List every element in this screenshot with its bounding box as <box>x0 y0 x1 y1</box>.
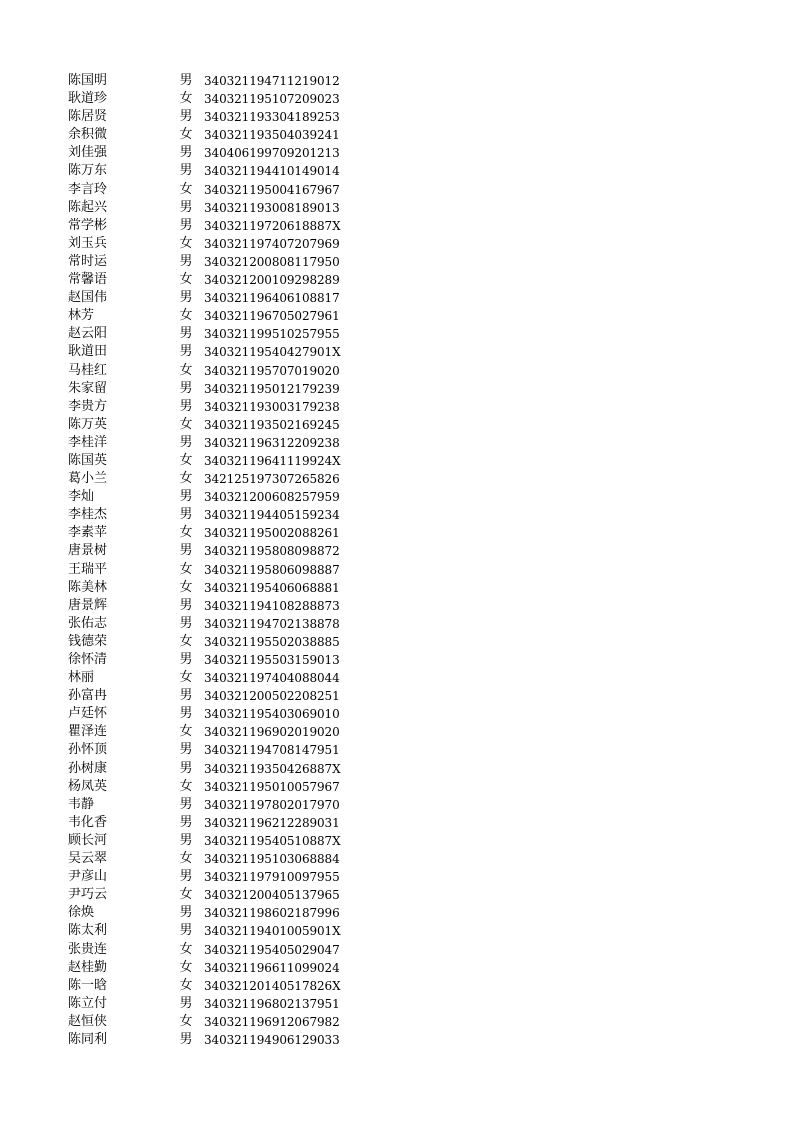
id-number: 340321193008189013 <box>204 200 340 215</box>
id-number: 340321195010057967 <box>204 779 340 794</box>
id-number: 340321196212289031 <box>204 815 340 830</box>
table-row <box>68 235 368 253</box>
person-gender: 女 <box>179 471 193 487</box>
person-gender: 女 <box>179 941 193 957</box>
person-gender: 男 <box>179 742 193 758</box>
person-gender: 男 <box>179 507 193 523</box>
person-gender: 女 <box>179 235 193 251</box>
table-row <box>68 651 368 669</box>
person-name: 张佑志 <box>68 615 108 631</box>
person-gender: 男 <box>179 832 193 848</box>
table-row <box>68 398 368 416</box>
person-gender: 女 <box>179 525 193 541</box>
person-gender: 男 <box>179 597 193 613</box>
person-gender: 女 <box>179 977 193 993</box>
table-row <box>68 579 368 597</box>
table-row <box>68 796 368 814</box>
person-gender: 男 <box>179 380 193 396</box>
person-name: 常时运 <box>68 253 108 269</box>
person-name: 李灿 <box>68 489 95 505</box>
id-number: 340321195403069010 <box>204 707 340 722</box>
person-name: 王瑞平 <box>68 561 108 577</box>
person-name: 孙怀顶 <box>68 742 108 758</box>
id-number: 340321195107209023 <box>204 92 340 107</box>
person-gender: 女 <box>179 362 193 378</box>
person-gender: 女 <box>179 181 193 197</box>
person-name: 徐焕 <box>68 905 95 921</box>
table-row <box>68 615 368 633</box>
person-gender: 男 <box>179 923 193 939</box>
person-gender: 男 <box>179 869 193 885</box>
person-gender: 女 <box>179 561 193 577</box>
id-number: 34032119350426887X <box>204 761 341 776</box>
person-gender: 男 <box>179 253 193 269</box>
person-name: 耿道田 <box>68 344 108 360</box>
id-number: 340321195405029047 <box>204 942 340 957</box>
id-number: 340321195103068884 <box>204 852 340 867</box>
id-number: 342125197307265826 <box>204 472 340 487</box>
person-gender: 男 <box>179 398 193 414</box>
person-gender: 男 <box>179 434 193 450</box>
id-number: 340321195808098872 <box>204 544 340 559</box>
person-gender: 女 <box>179 272 193 288</box>
id-number: 340321193502169245 <box>204 417 340 432</box>
table-row <box>68 633 368 651</box>
person-name: 尹彦山 <box>68 869 108 885</box>
table-row <box>68 434 368 452</box>
person-name: 赵国伟 <box>68 290 108 306</box>
table-row <box>68 741 368 759</box>
table-row <box>68 90 368 108</box>
person-name: 常馨语 <box>68 272 108 288</box>
id-number: 340321195002088261 <box>204 526 340 541</box>
person-name: 赵桂勤 <box>68 959 108 975</box>
person-name: 耿道珍 <box>68 91 108 107</box>
table-row <box>68 452 368 470</box>
table-row <box>68 886 368 904</box>
person-name: 吴云翠 <box>68 851 108 867</box>
id-number: 340321196902019020 <box>204 725 340 740</box>
table-row <box>68 832 368 850</box>
table-row <box>68 669 368 687</box>
person-name: 葛小兰 <box>68 471 108 487</box>
person-gender: 男 <box>179 489 193 505</box>
table-row <box>68 253 368 271</box>
id-number: 340321196705027961 <box>204 309 340 324</box>
id-number: 340321195012179239 <box>204 381 340 396</box>
id-number: 340321199510257955 <box>204 327 340 342</box>
table-row <box>68 325 368 343</box>
table-row <box>68 307 368 325</box>
id-number: 340321196406108817 <box>204 291 340 306</box>
person-gender: 男 <box>179 109 193 125</box>
id-number: 340321200109298289 <box>204 273 340 288</box>
person-gender: 男 <box>179 814 193 830</box>
table-row <box>68 1031 368 1049</box>
id-number: 34032119720618887X <box>204 218 341 233</box>
table-row <box>68 217 368 235</box>
person-gender: 女 <box>179 778 193 794</box>
table-row <box>68 959 368 977</box>
id-number: 340321196912067982 <box>204 1014 340 1029</box>
person-name: 李贵方 <box>68 398 108 414</box>
table-row <box>68 778 368 796</box>
id-number: 340321194405159234 <box>204 508 340 523</box>
table-row <box>68 488 368 506</box>
person-name: 张贵连 <box>68 941 108 957</box>
id-number: 340321194410149014 <box>204 164 340 179</box>
id-number: 340321195503159013 <box>204 653 340 667</box>
person-gender: 女 <box>179 416 193 432</box>
person-name: 尹巧云 <box>68 887 108 903</box>
person-name: 李素苹 <box>68 525 108 541</box>
id-number: 340321200808117950 <box>204 254 340 269</box>
table-row <box>68 941 368 959</box>
table-row <box>68 506 368 524</box>
person-name: 孙树康 <box>68 760 108 776</box>
person-name: 唐景树 <box>68 543 108 559</box>
table-row <box>68 126 368 144</box>
person-name: 朱家留 <box>68 380 108 396</box>
id-number: 340321197910097955 <box>204 870 340 885</box>
person-gender: 男 <box>179 615 193 631</box>
id-number: 340406199709201213 <box>204 146 340 161</box>
id-number: 340321194708147951 <box>204 743 340 758</box>
person-gender: 男 <box>179 217 193 233</box>
table-row <box>68 868 368 886</box>
id-number: 340321200405137965 <box>204 888 340 903</box>
person-name: 杨凤英 <box>68 778 108 794</box>
person-gender: 女 <box>179 127 193 143</box>
table-row <box>68 760 368 778</box>
person-gender: 女 <box>179 308 193 324</box>
table-row <box>68 850 368 868</box>
table-row <box>68 343 368 361</box>
id-number: 340321193504039241 <box>204 128 340 143</box>
person-name: 卢廷怀 <box>68 706 108 722</box>
id-number: 340321196802137951 <box>204 996 340 1011</box>
person-gender: 男 <box>179 199 193 215</box>
person-gender: 女 <box>179 887 193 903</box>
person-gender: 男 <box>179 344 193 360</box>
id-number: 34032119540510887X <box>204 833 341 848</box>
person-gender: 女 <box>179 452 193 468</box>
person-name: 赵云阳 <box>68 326 108 342</box>
id-number: 340321193304189253 <box>204 110 340 125</box>
table-row <box>68 108 368 126</box>
person-gender: 男 <box>179 688 193 704</box>
id-number: 340321194711219012 <box>204 74 340 88</box>
id-number: 340321194108288873 <box>204 598 340 613</box>
id-number: 340321200502208251 <box>204 689 340 704</box>
table-row <box>68 687 368 705</box>
id-number: 34032119641119924X <box>204 453 341 468</box>
person-name: 李桂杰 <box>68 507 108 523</box>
person-name: 余积微 <box>68 127 108 143</box>
person-name: 韦静 <box>68 796 95 812</box>
id-number: 340321194906129033 <box>204 1032 340 1047</box>
table-row <box>68 470 368 488</box>
id-number: 340321197404088044 <box>204 671 340 686</box>
id-number: 34032119540427901X <box>204 345 341 360</box>
id-number: 340321193003179238 <box>204 399 340 414</box>
person-gender: 男 <box>179 290 193 306</box>
person-name: 陈美林 <box>68 579 108 595</box>
person-gender: 男 <box>179 73 193 88</box>
person-name: 陈国明 <box>68 73 108 88</box>
person-name: 陈起兴 <box>68 199 108 215</box>
person-gender: 女 <box>179 633 193 649</box>
person-name: 瞿泽连 <box>68 724 108 740</box>
person-name: 林丽 <box>68 670 95 686</box>
person-name: 林芳 <box>68 308 95 324</box>
person-name: 刘佳强 <box>68 145 108 161</box>
id-number: 340321196312209238 <box>204 435 340 450</box>
person-gender: 男 <box>179 145 193 161</box>
roster-table <box>68 72 368 1049</box>
table-row <box>68 181 368 199</box>
person-gender: 男 <box>179 760 193 776</box>
person-gender: 男 <box>179 163 193 179</box>
person-gender: 男 <box>179 796 193 812</box>
table-row <box>68 199 368 217</box>
id-number: 340321197407207969 <box>204 236 340 251</box>
person-name: 赵恒侠 <box>68 1013 108 1029</box>
person-name: 唐景辉 <box>68 597 108 613</box>
table-row <box>68 144 368 162</box>
person-name: 李桂洋 <box>68 434 108 450</box>
person-gender: 男 <box>179 706 193 722</box>
person-name: 韦化香 <box>68 814 108 830</box>
person-name: 马桂红 <box>68 362 108 378</box>
person-gender: 男 <box>179 652 193 667</box>
person-name: 陈太利 <box>68 923 108 939</box>
table-row <box>68 271 368 289</box>
person-name: 陈一晗 <box>68 977 108 993</box>
person-gender: 女 <box>179 724 193 740</box>
person-gender: 女 <box>179 851 193 867</box>
id-number: 340321198602187996 <box>204 906 340 921</box>
id-number: 34032120140517826X <box>204 978 341 993</box>
person-name: 陈国英 <box>68 452 108 468</box>
id-number: 340321195707019020 <box>204 363 340 378</box>
person-gender: 男 <box>179 1031 193 1047</box>
id-number: 340321195806098887 <box>204 562 340 577</box>
person-gender: 女 <box>179 959 193 975</box>
person-gender: 女 <box>179 91 193 107</box>
person-gender: 男 <box>179 543 193 559</box>
person-name: 徐怀清 <box>68 652 108 667</box>
table-row <box>68 723 368 741</box>
person-name: 陈居贤 <box>68 109 108 125</box>
id-number: 340321195502038885 <box>204 634 340 649</box>
table-row <box>68 380 368 398</box>
table-row <box>68 597 368 615</box>
id-number: 340321197802017970 <box>204 797 340 812</box>
person-name: 钱德荣 <box>68 633 108 649</box>
id-number: 34032119401005901X <box>204 924 341 939</box>
person-name: 刘玉兵 <box>68 235 108 251</box>
id-number: 340321195004167967 <box>204 182 340 197</box>
table-row <box>68 416 368 434</box>
table-row <box>68 995 368 1013</box>
person-name: 陈万英 <box>68 416 108 432</box>
person-name: 陈同利 <box>68 1031 108 1047</box>
table-row <box>68 922 368 940</box>
table-row <box>68 362 368 380</box>
person-name: 顾长河 <box>68 832 108 848</box>
person-name: 李言玲 <box>68 181 108 197</box>
id-number: 340321200608257959 <box>204 490 340 505</box>
id-number: 340321196611099024 <box>204 960 340 975</box>
id-number: 340321194702138878 <box>204 616 340 631</box>
person-name: 常学彬 <box>68 217 108 233</box>
person-name: 陈立付 <box>68 995 108 1011</box>
table-row <box>68 289 368 307</box>
person-name: 陈万东 <box>68 163 108 179</box>
table-row <box>68 162 368 180</box>
person-gender: 男 <box>179 995 193 1011</box>
table-row <box>68 1013 368 1031</box>
person-name: 孙富冉 <box>68 688 108 704</box>
person-gender: 男 <box>179 905 193 921</box>
table-row <box>68 904 368 922</box>
person-gender: 女 <box>179 670 193 686</box>
table-row <box>68 977 368 995</box>
table-row <box>68 814 368 832</box>
table-row <box>68 72 368 90</box>
id-number: 340321195406068881 <box>204 580 340 595</box>
table-row <box>68 705 368 723</box>
table-row <box>68 542 368 560</box>
person-gender: 女 <box>179 1013 193 1029</box>
person-gender: 女 <box>179 579 193 595</box>
person-gender: 男 <box>179 326 193 342</box>
table-row <box>68 524 368 542</box>
table-row <box>68 561 368 579</box>
